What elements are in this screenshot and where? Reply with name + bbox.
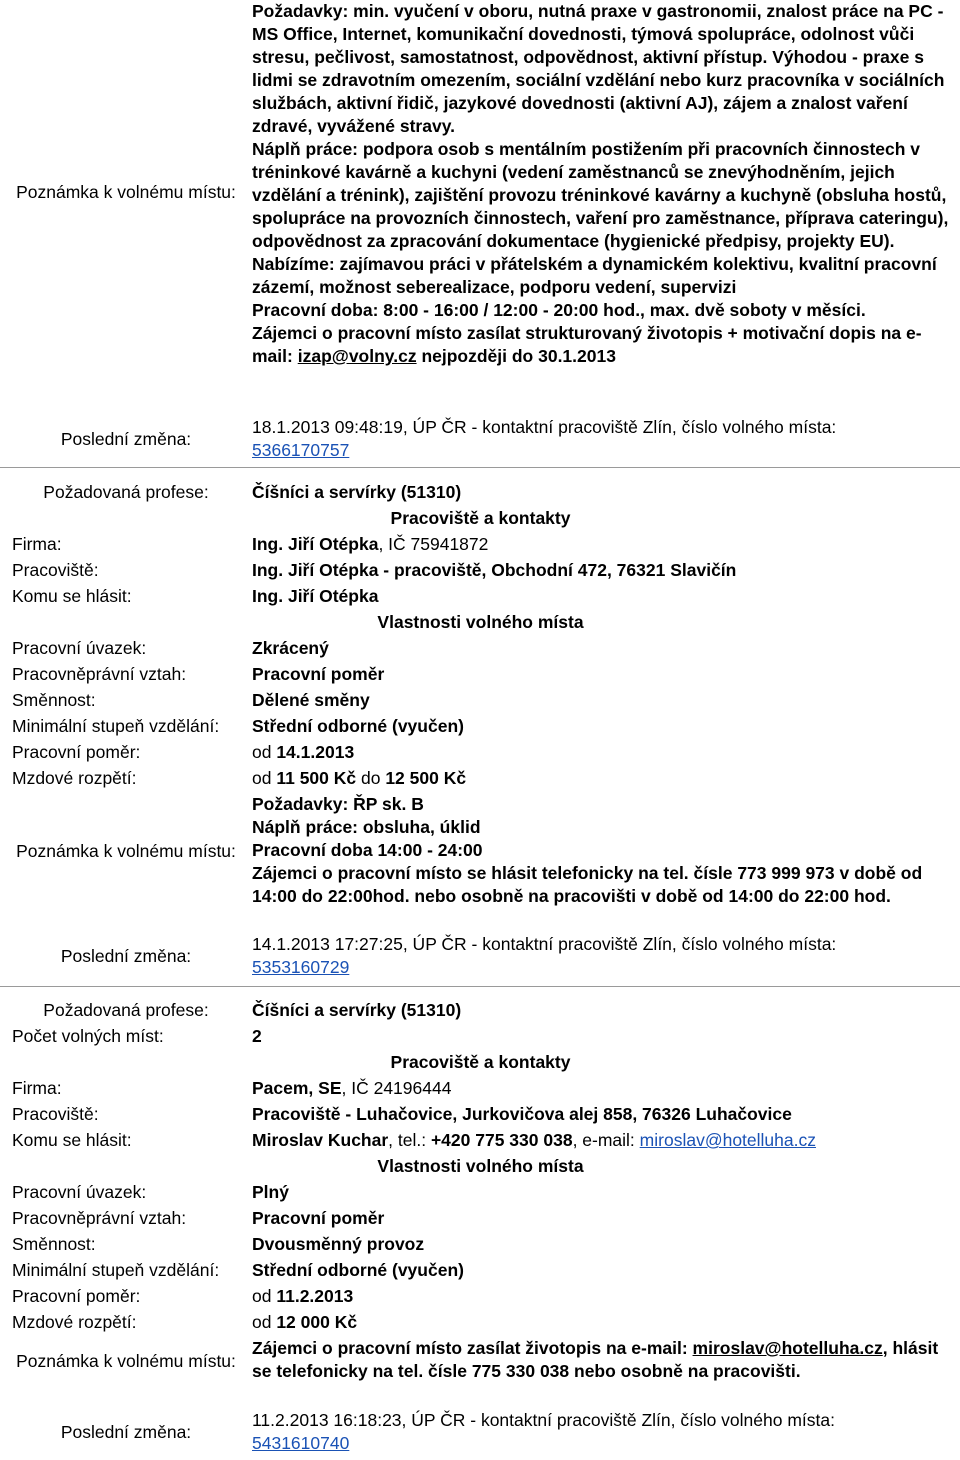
workplace-heading: Pracoviště a kontakty: [390, 508, 571, 528]
last-change-text: 11.2.2013 16:18:23, ÚP ČR - kontaktní pracoviště Zlín, číslo volného místa:: [252, 1410, 835, 1430]
vztah-label: Pracovněprávní vztah:: [12, 664, 187, 684]
note-line: Zájemci o pracovní místo se hlásit telefonicky na tel. čísle 773 999 973 v době od 14:00 do 22:00hod. nebo osobně na pracovišti v době od 14:00 do 22:00 hod.: [252, 863, 923, 906]
note-label: Poznámka k volnému místu:: [16, 1351, 236, 1371]
mzda-from: 11 500 Kč: [276, 768, 357, 788]
note-line: Požadavky: ŘP sk. B: [252, 794, 424, 814]
props-heading: Vlastnosti volného místa: [377, 1156, 584, 1176]
divider: [0, 986, 960, 987]
vacancy-number-link[interactable]: 5431610740: [252, 1433, 350, 1453]
note-paragraph: Zájemci o pracovní místo zasílat strukturovaný životopis + motivační dopis na e-mail:: [252, 323, 922, 366]
pomer-prefix: od: [252, 1286, 277, 1306]
firm-name: Pacem, SE: [252, 1078, 342, 1098]
firm-ic: , IČ 24196444: [341, 1078, 452, 1098]
vztah-value: Pracovní poměr: [252, 664, 385, 684]
vacancy-number-link[interactable]: 5366170757: [252, 440, 350, 460]
smennost-label: Směnnost:: [12, 1234, 96, 1254]
email-link[interactable]: izap@volny.cz: [297, 346, 417, 366]
last-change-text: 14.1.2013 17:27:25, ÚP ČR - kontaktní pracoviště Zlín, číslo volného místa:: [252, 934, 837, 954]
contact-label: Komu se hlásit:: [12, 1130, 132, 1150]
vacancy-number-link[interactable]: 5353160729: [252, 957, 350, 977]
smennost-label: Směnnost:: [12, 690, 96, 710]
note-line: Náplň práce: obsluha, úklid: [252, 817, 481, 837]
pomer-date: 11.2.2013: [276, 1286, 354, 1306]
profession-value: Číšníci a servírky (51310): [252, 1000, 462, 1020]
props-heading: Vlastnosti volného místa: [377, 612, 584, 632]
pomer-label: Pracovní poměr:: [12, 742, 141, 762]
firm-name: Ing. Jiří Otépka: [252, 534, 379, 554]
contact-email-link[interactable]: miroslav@hotelluha.cz: [639, 1130, 816, 1150]
firm-ic: , IČ 75941872: [378, 534, 489, 554]
contact-label: Komu se hlásit:: [12, 586, 132, 606]
last-change-label: Poslední změna:: [60, 429, 192, 449]
place-label: Pracoviště:: [12, 560, 99, 580]
contact-tel-prefix: , tel.:: [388, 1130, 431, 1150]
note-line: Pracovní doba 14:00 - 24:00: [252, 840, 483, 860]
uvazek-label: Pracovní úvazek:: [12, 1182, 147, 1202]
contact-value: Ing. Jiří Otépka: [252, 586, 379, 606]
note-text: [252, 1337, 957, 1383]
mzda-label: Mzdové rozpětí:: [12, 1312, 137, 1332]
vzdelani-value: Střední odborné (vyučen): [252, 1260, 464, 1280]
note-paragraph: min. vyučení v oboru, nutná praxe v gastronomii, znalost práce na PC - MS Office, Internet, komunikační dovednosti, týmová spolupráce, odolnost vůči stresu, pečlivost, samostatnost, odpovědnost, aktivní přístup. Výhodou - praxe s lidmi se zdravotním omezením, sociální vzdělání nebo kurz pracovníka v sociálních službách, aktivní řidič, jazykové dovednosti (aktivní AJ), zájem a znalost vaření zdravé, vyvážené stravy.: [252, 1, 945, 136]
contact-phone: +420 775 330 038: [430, 1130, 573, 1150]
mzda-prefix: od: [252, 1312, 277, 1332]
count-label: Počet volných míst:: [12, 1026, 164, 1046]
divider: [0, 467, 960, 468]
vztah-value: Pracovní poměr: [252, 1208, 385, 1228]
pomer-prefix: od: [252, 742, 277, 762]
smennost-value: Dělené směny: [252, 690, 370, 710]
note-paragraph: Náplň práce: podpora osob s mentálním postižením při pracovních činnostech v tréninkové kavárně a kuchyni (vedení zaměstnanců se znevýhodněním, jejich vzdělání a trénink), zajištění provozu tréninkové kavárny a kuchyně (obsluha hostů, spolupráce na provozních činnostech, vaření pro zaměstnance, příprava cateringu), odpovědnost za zpracování dokumentace (hygienické předpisy, projekty EU).: [252, 139, 949, 251]
vzdelani-label: Minimální stupeň vzdělání:: [12, 1260, 220, 1280]
profession-label: Požadovaná profese:: [43, 482, 209, 502]
note-text: [252, 0, 957, 368]
vztah-label: Pracovněprávní vztah:: [12, 1208, 187, 1228]
firm-label: Firma:: [12, 534, 62, 554]
contact-name: Miroslav Kuchar: [252, 1130, 389, 1150]
note-paragraph: nejpozději do 30.1.2013: [416, 346, 616, 366]
note-line: , hlásit se telefonicky na tel. čísle 775 330 038 nebo osobně na pracovišti.: [252, 1338, 939, 1381]
uvazek-value: Plný: [252, 1182, 289, 1202]
note-email-link[interactable]: miroslav@hotelluha.cz: [692, 1338, 883, 1358]
last-change-label: Poslední změna:: [60, 1422, 192, 1442]
note-prefix: Požadavky:: [252, 1, 349, 21]
profession-label: Požadovaná profese:: [43, 1000, 209, 1020]
vzdelani-value: Střední odborné (vyučen): [252, 716, 464, 736]
mzda-mid: do: [356, 768, 386, 788]
contact-mail-prefix: , e-mail:: [572, 1130, 640, 1150]
profession-value: Číšníci a servírky (51310): [252, 482, 462, 502]
pomer-label: Pracovní poměr:: [12, 1286, 141, 1306]
note-paragraph: Pracovní doba: 8:00 - 16:00 / 12:00 - 20:00 hod., max. dvě soboty v měsíci.: [252, 300, 866, 320]
note-label: Poznámka k volnému místu:: [16, 841, 236, 861]
count-value: 2: [252, 1026, 262, 1046]
place-value: Pracoviště - Luhačovice, Jurkovičova alej 858, 76326 Luhačovice: [252, 1104, 792, 1124]
note-label: Poznámka k volnému místu:: [16, 182, 236, 202]
mzda-to: 12 500 Kč: [385, 768, 467, 788]
place-value: Ing. Jiří Otépka - pracoviště, Obchodní 472, 76321 Slavičín: [252, 560, 737, 580]
note-paragraph: Nabízíme: zajímavou práci v přátelském a dynamickém kolektivu, kvalitní pracovní zázemí, možnost seberealizace, podporu vedení, supervizi: [252, 254, 937, 297]
mzda-prefix: od: [252, 768, 277, 788]
note-text: [252, 793, 957, 908]
workplace-heading: Pracoviště a kontakty: [390, 1052, 571, 1072]
pomer-date: 14.1.2013: [276, 742, 355, 762]
mzda-label: Mzdové rozpětí:: [12, 768, 137, 788]
last-change-label: Poslední změna:: [60, 946, 192, 966]
note-line: Zájemci o pracovní místo zasílat životopis na e-mail:: [252, 1338, 693, 1358]
smennost-value: Dvousměnný provoz: [252, 1234, 425, 1254]
place-label: Pracoviště:: [12, 1104, 99, 1124]
vzdelani-label: Minimální stupeň vzdělání:: [12, 716, 220, 736]
uvazek-value: Zkrácený: [252, 638, 329, 658]
uvazek-label: Pracovní úvazek:: [12, 638, 147, 658]
firm-label: Firma:: [12, 1078, 62, 1098]
last-change-text: 18.1.2013 09:48:19, ÚP ČR - kontaktní pracoviště Zlín, číslo volného místa:: [252, 417, 837, 437]
mzda-from: 12 000 Kč: [276, 1312, 358, 1332]
